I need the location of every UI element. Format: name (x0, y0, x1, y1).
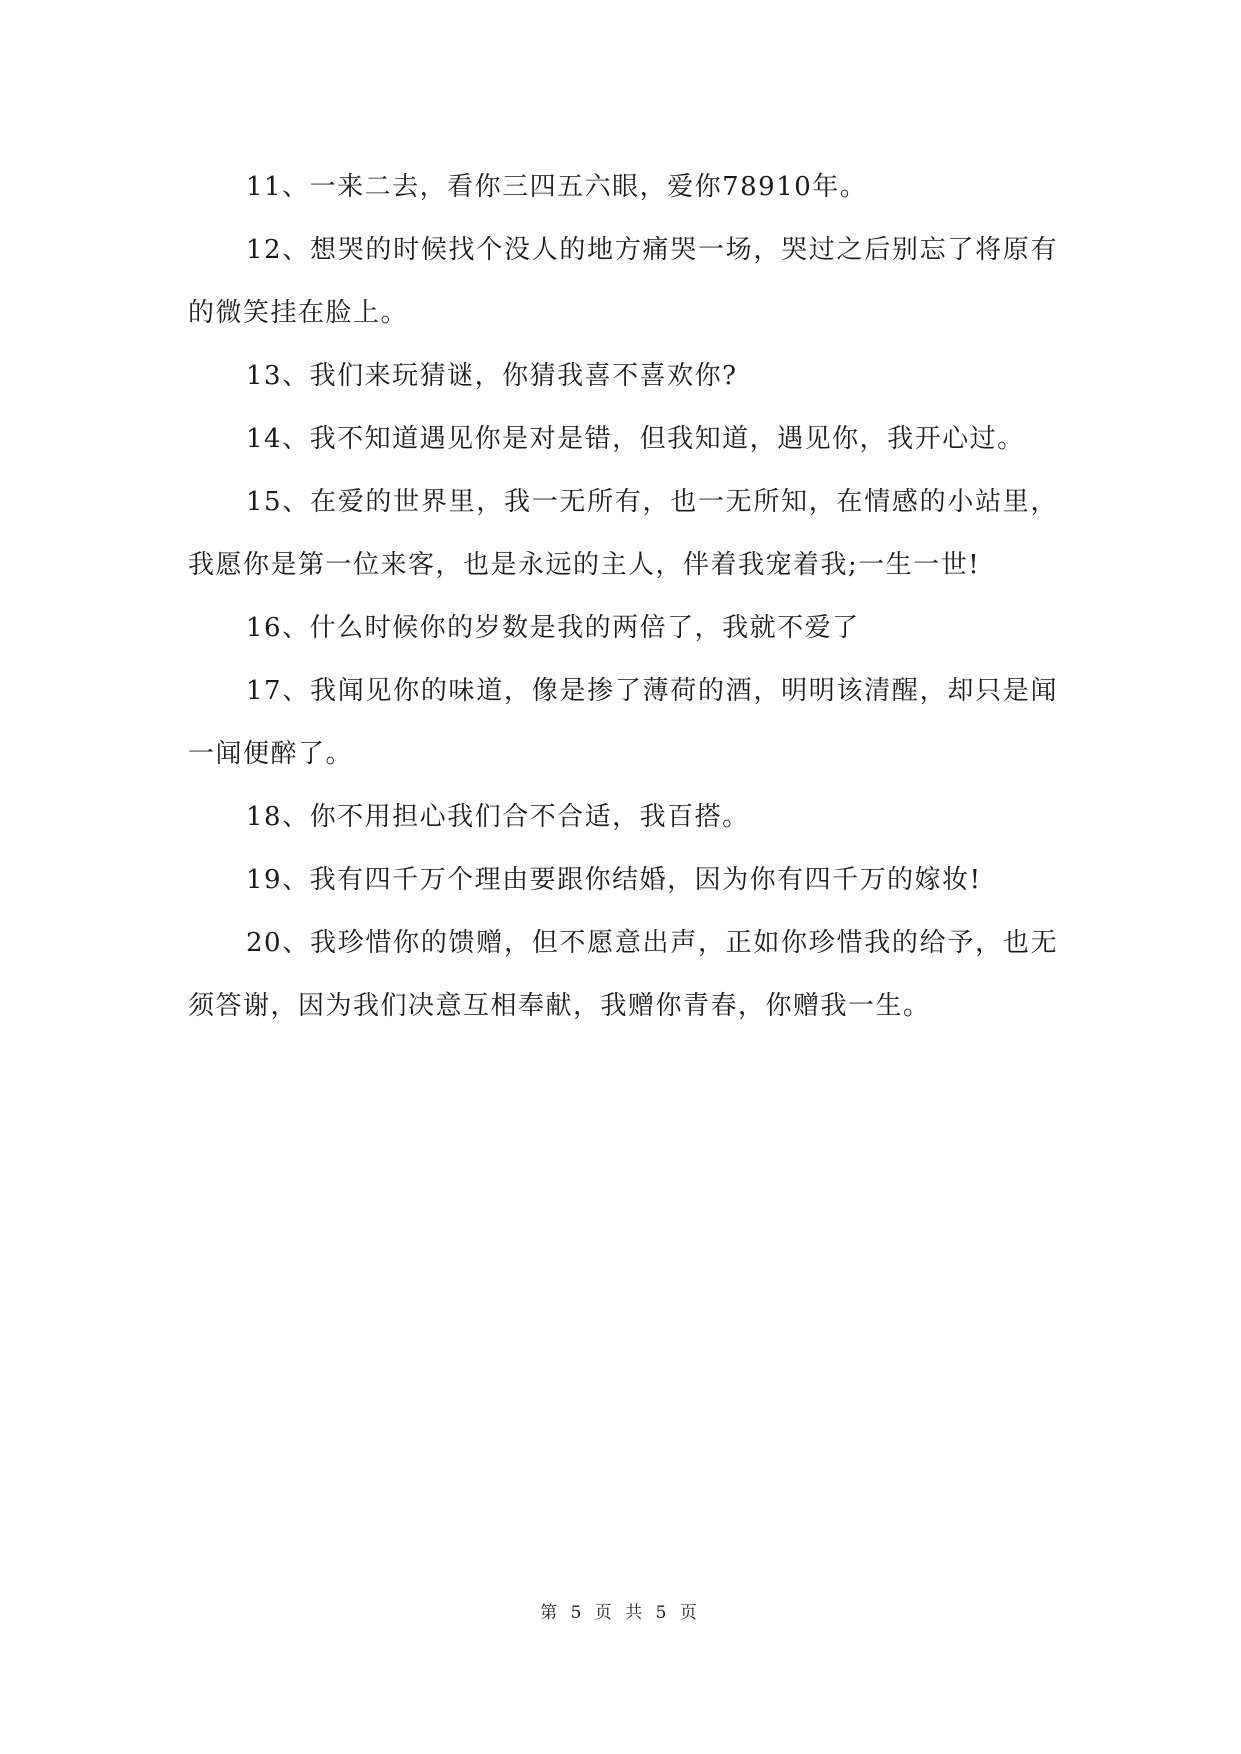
document-body (188, 156, 1058, 1038)
paragraph-12: 12、想哭的时候找个没人的地方痛哭一场，哭过之后别忘了将原有的微笑挂在脸上。 (188, 235, 1058, 328)
paragraph-18: 18、你不用担心我们合不合适，我百搭。 (246, 802, 750, 832)
paragraph-17: 17、我闻见你的味道，像是掺了薄荷的酒，明明该清醒，却只是闻一闻便醉了。 (188, 676, 1058, 769)
paragraph-15: 15、在爱的世界里，我一无所有，也一无所知，在情感的小站里，我愿你是第一位来客，也是永远的主人，伴着我宠着我;一生一世! (188, 487, 1058, 580)
paragraph-11: 11、一来二去，看你三四五六眼，爱你78910年。 (246, 172, 868, 202)
paragraph-16: 16、什么时候你的岁数是我的两倍了，我就不爱了 (246, 613, 860, 643)
paragraph-19: 19、我有四千万个理由要跟你结婚，因为你有四千万的嫁妆! (246, 865, 982, 895)
paragraph-20: 20、我珍惜你的馈赠，但不愿意出声，正如你珍惜我的给予，也无须答谢，因为我们决意互相奉献，我赠你青春，你赠我一生。 (188, 928, 1058, 1021)
paragraph-13: 13、我们来玩猜谜，你猜我喜不喜欢你? (246, 361, 738, 391)
paragraph-14: 14、我不知道遇见你是对是错，但我知道，遇见你，我开心过。 (246, 424, 1025, 454)
page-number-footer: 第 5 页 共 5 页 (540, 1603, 701, 1623)
